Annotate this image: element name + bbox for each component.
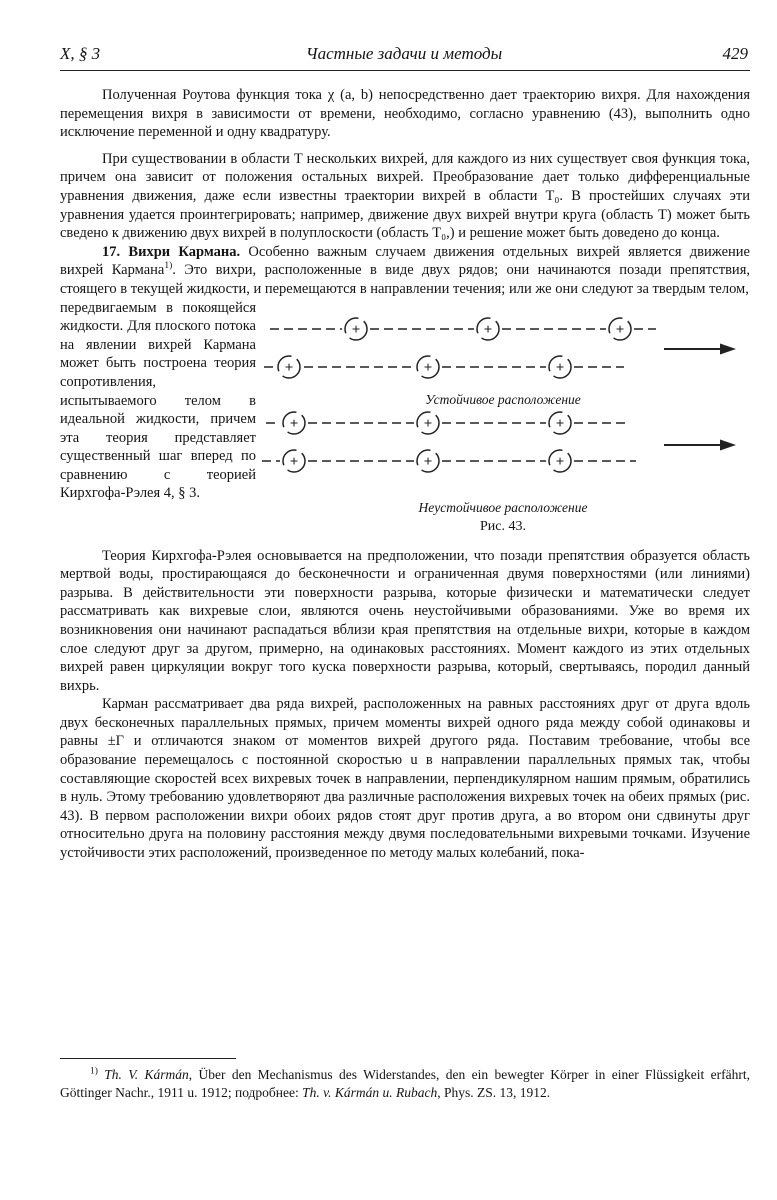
vortex-sign: + (483, 321, 493, 338)
vortex-sign: + (423, 415, 433, 432)
wrapped-text-column (60, 299, 256, 539)
main-text (60, 86, 750, 863)
running-title: Частные задачи и методы (305, 44, 503, 63)
footnote-text-2: , Phys. ZS. 13, 1912. (437, 1084, 551, 1100)
running-header (60, 44, 748, 70)
paragraph-3-tail: . Это вихри, расположенные в виде двух рядов; они начинаются позади препятствия, стоящего в текущей жидкости, и перемещаются в направлении течения; или же они следуют за твердым телом, (60, 262, 750, 297)
paragraph-1: Полученная Роутова функция тока χ (a, b) непосредственно дает траекторию вихря. Для нахождения перемещения вихря в зависимости от времени, необходимо, согласно уравнению (43), выполнить одно исключение переменной и одну квадратуру. (60, 87, 750, 141)
flow-arrow-stable-head (720, 343, 736, 354)
section-17-title: 17. Вихри Кармана. (102, 243, 241, 260)
vortex-sign: + (555, 415, 565, 432)
vortex-sign: + (284, 359, 294, 376)
vortex-sign: + (423, 359, 433, 376)
section-label: X, § 3 (60, 44, 101, 63)
vortex-sign: + (289, 415, 299, 432)
footnote-author-2: Th. v. Kármán u. Rubach (302, 1084, 438, 1100)
figure-43 (256, 299, 750, 539)
caption-stable: Устойчивое расположение (425, 391, 581, 407)
vortex-sign: + (555, 453, 565, 470)
figure-label: Рис. 43. (480, 518, 526, 534)
figure-wrap (60, 299, 750, 539)
footnote-marker: 1) (90, 1066, 98, 1077)
footnote-text-1: , Über den Mechanismus des Widerstandes, den ein bewegter Körper in einer Flüssigkeit erfährt, Göttinger Nachr., 1911 u. 1912; подробнее: (60, 1067, 750, 1100)
footnote-ref: 1) (164, 261, 173, 272)
footnote (60, 1066, 750, 1101)
paragraph-2: При существовании в области T нескольких вихрей, для каждого из них существует своя функция тока, причем она зависит от положения остальных вихрей. Преобразование дает только дифференциальные уравнения движения, даже если известны траектории вихрей в области T₀. В простейших случаях эти уравнения удается проинтегрировать; например, движение двух вихрей внутри круга (область T) может быть сведено к движению двух вихрей в полуплоскости (область T₀,) и решение может быть доведено до конца. (60, 150, 750, 242)
flow-arrow-unstable-head (720, 439, 736, 450)
paragraph-5: Карман рассматривает два ряда вихрей, расположенных на равных расстояниях друг от друга вдоль двух бесконечных параллельных прямых, причем моменты вихрей одного ряда между собой одинаковы и равны ±Γ и отличаются знаком от моментов вихрей другого ряда. Поставим требование, чтобы все образование перемещалось с постоянной скоростью u в направлении параллельных прямых так, чтобы составляющие скоростей всех вихревых точек в направлении, перпендикулярном нашим прямым, обратились в нуль. Этому требованию удовлетворяют два различные расположения вихревых точек на обеих прямых (рис. 43). В первом расположении вихри обоих рядов стоят друг против друга, а во втором они сдвинуты друг относительно друга на половину расстояния между двумя последовательными вихревыми точками. Изучение устойчивости этих расположений, произведенное по методу малых колебаний, пока- (60, 696, 750, 862)
vortex-sign: + (289, 453, 299, 470)
caption-unstable: Неустойчивое расположение (418, 499, 588, 515)
footnote-author-1: Th. V. Kármán (104, 1067, 189, 1082)
header-rule (60, 70, 750, 71)
vortex-sign: + (615, 321, 625, 338)
paragraph-4: Теория Кирхгофа-Рэлея основывается на предположении, что позади препятствия образуется область мертвой воды, простирающаяся до бесконечности и ограниченная двумя поверхностями (или линиями) разрыва. В действительности эти поверхности разрыва, которые физически и математически следует рассматривать как вихревые слои, являются очень неустойчивыми образованиями. Уже во время их возникновения они начинают распадаться вблизи края препятствия на отдельные вихри, которые в каждом слое следуют друг за другом, примерно, на одинаковых расстояниях. Момент каждого из этих отдельных вихрей равен циркуляции вокруг того куска поверхности разрыва, который, свертываясь, породил данный вихрь. (60, 547, 750, 694)
vortex-sign: + (423, 453, 433, 470)
vortex-sign: + (555, 359, 565, 376)
paragraph-3 (60, 243, 750, 299)
paragraph-3-text: Особенно важным случаем движения отдельных вихрей является движение вихрей Кармана (60, 243, 750, 279)
footnote-rule (60, 1058, 236, 1059)
footnote-body (60, 1066, 750, 1101)
paragraph-3-wrapped: передвигаемым в покоящейся жидкости. Для плоского потока на явлении вихрей Кармана может быть построена теория сопротивления, испытываемого телом в идеальной жидкости, причем эта теория представляет существенный шаг вперед по сравнению с теорией Кирхгофа-Рэлея 4, § 3. (60, 299, 256, 502)
vortex-sign: + (351, 321, 361, 338)
page-number: 429 (722, 44, 748, 63)
